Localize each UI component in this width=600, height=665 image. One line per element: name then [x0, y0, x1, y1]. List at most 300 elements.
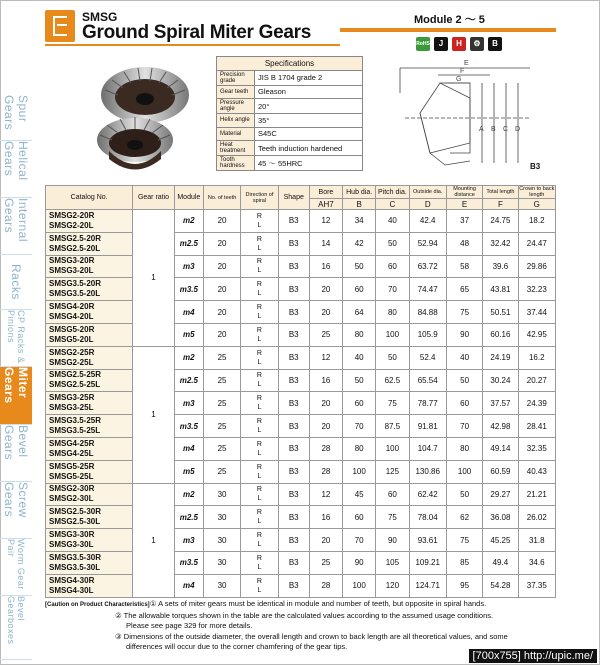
dim-label-g: G	[456, 76, 462, 83]
dimension-cell: 62.42	[409, 483, 446, 506]
dimension-cell: 32.35	[518, 437, 555, 460]
teeth-cell: 25	[203, 460, 240, 483]
spec-key: Material	[217, 127, 255, 141]
table-row	[46, 392, 556, 415]
spec-key: Helix angle	[217, 114, 255, 128]
dimension-cell: 100	[343, 460, 376, 483]
direction-cell	[241, 529, 278, 552]
teeth-cell: 30	[203, 483, 240, 506]
teeth-cell: 25	[203, 392, 240, 415]
col-header-outside: Outside dia.	[409, 186, 446, 199]
dimension-cell: 50	[343, 255, 376, 278]
direction-value: R	[256, 463, 262, 471]
shape-cell: B3	[278, 437, 309, 460]
dimension-cell: 32.42	[483, 232, 518, 255]
dimension-cell: 95	[446, 574, 482, 597]
dimension-cell: 40	[446, 346, 482, 369]
dimension-cell: 50	[343, 369, 376, 392]
dimension-cell: 62	[446, 506, 482, 529]
col-header-ratio: Gear ratio	[133, 186, 175, 210]
catalog-number: SMSG2.5-25L	[49, 380, 101, 390]
teeth-cell: 30	[203, 551, 240, 574]
dimension-cell: 125	[376, 460, 409, 483]
dimension-cell: 26.02	[518, 506, 555, 529]
caution-notes	[45, 599, 565, 653]
spec-value: JIS B 1704 grade 2	[255, 70, 363, 85]
catalog-number: SMSG3-20L	[49, 266, 94, 276]
catalog-number: SMSG2-30L	[49, 494, 94, 504]
dimension-cell: 37.35	[518, 574, 555, 597]
direction-value: L	[257, 290, 262, 298]
spec-value: 45 ～ 55HRC	[255, 156, 363, 171]
dimension-cell: 54.28	[483, 574, 518, 597]
direction-cell	[241, 255, 278, 278]
dimension-cell: 80	[343, 323, 376, 346]
shape-cell: B3	[278, 574, 309, 597]
teeth-cell: 20	[203, 255, 240, 278]
dimension-cell: 49.4	[483, 551, 518, 574]
catalog-number: SMSG2.5-20L	[49, 243, 101, 253]
dimension-cell: 16	[309, 506, 342, 529]
h-badge-icon: H	[452, 37, 466, 51]
dimension-cell: 70	[343, 415, 376, 438]
catalog-cell	[46, 278, 133, 301]
module-cell: m3.5	[174, 551, 203, 574]
dimension-cell: 16	[309, 369, 342, 392]
catalog-cell	[46, 483, 133, 506]
dimension-cell: 87.5	[376, 415, 409, 438]
dimension-cell: 32.23	[518, 278, 555, 301]
dimension-cell: 50	[446, 483, 482, 506]
dimension-cell: 130.86	[409, 460, 446, 483]
dimension-cell: 60.16	[483, 323, 518, 346]
dimension-cell: 42.4	[409, 210, 446, 233]
direction-value: R	[256, 281, 262, 289]
dimension-cell: 20	[309, 392, 342, 415]
tab-helical-gears[interactable]: Helical Gears	[0, 141, 32, 198]
dim-label-f: F	[460, 68, 465, 75]
teeth-cell: 20	[203, 323, 240, 346]
direction-cell	[241, 460, 278, 483]
page-title: Ground Spiral Miter Gears	[82, 22, 311, 43]
dimension-cell: 28	[309, 437, 342, 460]
dimension-cell: 70	[376, 278, 409, 301]
catalog-number: SMSG3.5-20R	[49, 279, 102, 289]
shape-cell: B3	[278, 210, 309, 233]
dimension-cell: 90	[343, 551, 376, 574]
dimension-cell: 75	[446, 529, 482, 552]
catalog-number: SMSG2-20R	[49, 210, 95, 220]
dimension-cell: 34.6	[518, 551, 555, 574]
note-line: differences will occur due to the corner chamfering of the gear tips.	[126, 642, 348, 651]
dimension-cell: 20	[309, 301, 342, 324]
dimension-cell: 18.2	[518, 210, 555, 233]
shape-label: B3	[530, 162, 541, 171]
direction-value: L	[257, 541, 262, 549]
dimension-cell: 14	[309, 232, 342, 255]
dimension-cell: 120	[376, 574, 409, 597]
table-row	[46, 232, 556, 255]
dimension-cell: 52.4	[409, 346, 446, 369]
direction-value: R	[256, 258, 262, 266]
note-line: ② The allowable torques shown in the table are the calculated values according to the assumed usage conditions.	[115, 610, 494, 620]
direction-cell	[241, 392, 278, 415]
dimension-cell: 100	[343, 574, 376, 597]
dim-label-e: E	[464, 60, 469, 67]
tab-spur-gears[interactable]: Spur Gears	[0, 95, 32, 141]
col-header-total-length: Total length	[483, 186, 518, 199]
catalog-cell	[46, 346, 133, 369]
dimension-cell: 70	[343, 529, 376, 552]
catalog-number: SMSG3.5-25R	[49, 416, 102, 426]
catalog-number: SMSG2-25L	[49, 357, 94, 367]
direction-cell	[241, 506, 278, 529]
dimension-cell: 60	[343, 506, 376, 529]
direction-cell	[241, 415, 278, 438]
direction-value: L	[257, 404, 262, 412]
catalog-cell	[46, 369, 133, 392]
spec-key: Precision grade	[217, 70, 255, 85]
teeth-cell: 30	[203, 529, 240, 552]
catalog-cell	[46, 255, 133, 278]
module-cell: m4	[174, 437, 203, 460]
catalog-cell	[46, 506, 133, 529]
tab-bevel-gearboxes[interactable]: Bevel Gearboxes	[0, 596, 32, 660]
col-header-mounting: Mounting distance	[446, 186, 482, 199]
tab-racks[interactable]: Racks	[0, 255, 32, 310]
dimension-cell: 30.24	[483, 369, 518, 392]
sub-header-g: G	[518, 199, 555, 210]
gear-ratio-cell: 1	[133, 346, 175, 483]
dimension-cell: 25	[309, 551, 342, 574]
dimension-cell: 60	[343, 392, 376, 415]
dimension-cell: 60	[446, 392, 482, 415]
direction-cell	[241, 574, 278, 597]
dimension-cell: 78.77	[409, 392, 446, 415]
dimension-cell: 100	[376, 437, 409, 460]
catalog-number: SMSG3-30L	[49, 540, 94, 550]
direction-value: R	[256, 395, 262, 403]
tab-screw-gears[interactable]: Screw Gears	[0, 482, 32, 539]
dimension-cell: 75	[376, 392, 409, 415]
catalog-number: SMSG5-20R	[49, 324, 95, 334]
header-rule	[340, 28, 556, 32]
catalog-number: SMSG3-20R	[49, 256, 95, 266]
gear-series-icon	[45, 10, 75, 42]
dimension-cell: 78.04	[409, 506, 446, 529]
dimension-cell: 31.8	[518, 529, 555, 552]
catalog-number: SMSG3-25L	[49, 403, 94, 413]
table-row	[46, 483, 556, 506]
rohs-badge-icon: RoHS	[416, 37, 430, 51]
spec-title: Specifications	[217, 57, 363, 71]
product-table	[45, 185, 556, 598]
col-header-teeth: No. of teeth	[203, 186, 240, 210]
module-cell: m3	[174, 392, 203, 415]
teeth-cell: 25	[203, 415, 240, 438]
dimension-cell: 28	[309, 460, 342, 483]
shape-cell: B3	[278, 278, 309, 301]
direction-cell	[241, 232, 278, 255]
catalog-number: SMSG4-25R	[49, 438, 95, 448]
dimension-cell: 50	[376, 346, 409, 369]
catalog-number: SMSG2.5-25R	[49, 370, 102, 380]
dimension-cell: 37	[446, 210, 482, 233]
shape-cell: B3	[278, 323, 309, 346]
tab-bevel-gears[interactable]: Bevel Gears	[0, 425, 32, 482]
catalog-number: SMSG5-25R	[49, 461, 95, 471]
module-cell: m2	[174, 210, 203, 233]
direction-value: L	[257, 495, 262, 503]
direction-cell	[241, 278, 278, 301]
note-line: Please see page 329 for more details.	[126, 621, 253, 630]
teeth-cell: 30	[203, 574, 240, 597]
catalog-cell	[46, 301, 133, 324]
catalog-number: SMSG3-25R	[49, 393, 95, 403]
dimension-cell: 104.7	[409, 437, 446, 460]
catalog-number: SMSG2-30R	[49, 484, 95, 494]
catalog-cell	[46, 551, 133, 574]
dimension-cell: 80	[343, 437, 376, 460]
dimension-cell: 62.5	[376, 369, 409, 392]
direction-value: R	[256, 554, 262, 562]
catalog-cell	[46, 210, 133, 233]
catalog-number: SMSG3-30R	[49, 530, 95, 540]
dim-label-d: D	[515, 126, 521, 133]
module-cell: m5	[174, 323, 203, 346]
col-header-pitch: Pitch dia.	[376, 186, 409, 199]
direction-value: R	[256, 212, 262, 220]
table-row	[46, 278, 556, 301]
dimension-cell: 74.47	[409, 278, 446, 301]
module-cell: m4	[174, 301, 203, 324]
shape-cell: B3	[278, 392, 309, 415]
direction-value: R	[256, 349, 262, 357]
direction-cell	[241, 369, 278, 392]
shape-cell: B3	[278, 232, 309, 255]
module-cell: m3.5	[174, 278, 203, 301]
table-row	[46, 551, 556, 574]
catalog-cell	[46, 529, 133, 552]
dimension-cell: 90	[446, 323, 482, 346]
direction-value: L	[257, 244, 262, 252]
dimension-cell: 75	[376, 506, 409, 529]
catalog-number: SMSG4-30L	[49, 585, 94, 595]
dimension-cell: 43.81	[483, 278, 518, 301]
spec-key: Pressure angle	[217, 99, 255, 114]
spec-key: Tooth hardness	[217, 156, 255, 171]
direction-value: L	[257, 586, 262, 594]
spec-key: Heat treatment	[217, 141, 255, 156]
module-cell: m2	[174, 346, 203, 369]
table-row	[46, 210, 556, 233]
catalog-number: SMSG2.5-30R	[49, 507, 102, 517]
dimension-cell: 45	[343, 483, 376, 506]
table-row	[46, 437, 556, 460]
shape-cell: B3	[278, 483, 309, 506]
dimension-cell: 24.47	[518, 232, 555, 255]
spec-value: 35°	[255, 114, 363, 128]
table-row	[46, 255, 556, 278]
dimension-cell: 37.44	[518, 301, 555, 324]
dimension-cell: 75	[446, 301, 482, 324]
b-badge-icon: B	[488, 37, 502, 51]
shape-cell: B3	[278, 415, 309, 438]
spec-value: Gleason	[255, 85, 363, 99]
module-cell: m3.5	[174, 415, 203, 438]
dimension-cell: 37.57	[483, 392, 518, 415]
dimension-cell: 24.39	[518, 392, 555, 415]
dim-label-b: B	[491, 126, 496, 133]
catalog-number: SMSG3.5-25L	[49, 426, 101, 436]
catalog-number: SMSG3.5-30R	[49, 552, 102, 562]
catalog-cell	[46, 415, 133, 438]
sub-header-b: B	[343, 199, 376, 210]
catalog-number: SMSG2-25R	[49, 347, 95, 357]
direction-value: L	[257, 313, 262, 321]
dim-label-a: A	[479, 126, 484, 133]
shape-cell: B3	[278, 301, 309, 324]
dimension-cell: 50.51	[483, 301, 518, 324]
dimension-cell: 49.14	[483, 437, 518, 460]
direction-cell	[241, 437, 278, 460]
table-row	[46, 460, 556, 483]
direction-value: R	[256, 418, 262, 426]
dimension-cell: 28.41	[518, 415, 555, 438]
shape-cell: B3	[278, 346, 309, 369]
col-header-module: Module	[174, 186, 203, 210]
dimension-cell: 42.98	[483, 415, 518, 438]
direction-cell	[241, 323, 278, 346]
direction-value: R	[256, 326, 262, 334]
col-header-shape: Shape	[278, 186, 309, 210]
dimension-cell: 63.72	[409, 255, 446, 278]
tab-worm-gear-pair[interactable]: Worm Gear Pair	[0, 539, 32, 596]
sub-header-d: D	[409, 199, 446, 210]
dimension-cell: 34	[343, 210, 376, 233]
catalog-number: SMSG2-20L	[49, 220, 94, 230]
direction-value: R	[256, 304, 262, 312]
dimension-cell: 24.75	[483, 210, 518, 233]
dimension-cell: 16	[309, 255, 342, 278]
direction-value: L	[257, 563, 262, 571]
dimension-cell: 12	[309, 210, 342, 233]
table-row	[46, 369, 556, 392]
shape-cell: B3	[278, 369, 309, 392]
dimension-cell: 60	[376, 255, 409, 278]
dimension-cell: 40	[376, 210, 409, 233]
tab-internal-gears[interactable]: Internal Gears	[0, 198, 32, 255]
dimension-cell: 84.88	[409, 301, 446, 324]
col-header-bore: Bore	[309, 186, 342, 199]
catalog-number: SMSG2.5-30L	[49, 517, 101, 527]
dimension-cell: 40	[343, 346, 376, 369]
dimension-cell: 25	[309, 323, 342, 346]
module-range: Module 2 ～ 5	[414, 14, 485, 26]
table-row	[46, 574, 556, 597]
direction-value: L	[257, 449, 262, 457]
teeth-cell: 20	[203, 210, 240, 233]
catalog-number: SMSG4-20R	[49, 302, 95, 312]
table-row	[46, 323, 556, 346]
dimension-cell: 91.81	[409, 415, 446, 438]
spec-value: 20°	[255, 99, 363, 114]
gear-ratio-cell: 1	[133, 210, 175, 347]
dimension-cell: 60.59	[483, 460, 518, 483]
col-header-hub: Hub dia.	[343, 186, 376, 199]
spec-key: Gear teeth	[217, 85, 255, 99]
catalog-number: SMSG3.5-20L	[49, 289, 101, 299]
dimension-cell: 16.2	[518, 346, 555, 369]
catalog-cell	[46, 232, 133, 255]
table-row	[46, 346, 556, 369]
watermark: [700x755] http://upic.me/	[469, 649, 597, 663]
note-line: ③ Dimensions of the outside diameter, the overall length and crown to back length are all theoretical values, and some	[115, 631, 508, 641]
spec-value: S45C	[255, 127, 363, 141]
dimension-cell: 80	[376, 301, 409, 324]
direction-value: L	[257, 335, 262, 343]
dimension-cell: 52.94	[409, 232, 446, 255]
dimension-cell: 60	[343, 278, 376, 301]
direction-cell	[241, 551, 278, 574]
col-header-direction: Direction of spiral	[241, 186, 278, 210]
dimension-cell: 42.95	[518, 323, 555, 346]
module-cell: m5	[174, 460, 203, 483]
tab-cp-racks[interactable]: CP Racks & Pinions	[0, 310, 32, 367]
module-cell: m4	[174, 574, 203, 597]
sub-header-a: AH7	[309, 199, 342, 210]
dim-label-c: C	[503, 126, 509, 133]
col-header-catalog: Catalog No.	[46, 186, 133, 210]
catalog-number: SMSG2.5-20R	[49, 233, 102, 243]
direction-value: L	[257, 267, 262, 275]
dimension-cell: 20	[309, 415, 342, 438]
notes-label: [Caution on Product Characteristics]	[45, 602, 150, 608]
direction-value: R	[256, 577, 262, 585]
sub-header-c: C	[376, 199, 409, 210]
catalog-number: SMSG3.5-30L	[49, 562, 101, 572]
dimension-cell: 20	[309, 278, 342, 301]
catalog-cell	[46, 323, 133, 346]
module-cell: m2.5	[174, 232, 203, 255]
dimension-cell: 100	[446, 460, 482, 483]
spec-value: Teeth induction hardened	[255, 141, 363, 156]
table-row	[46, 301, 556, 324]
direction-value: L	[257, 358, 262, 366]
dimension-cell: 20.27	[518, 369, 555, 392]
direction-value: R	[256, 509, 262, 517]
dimension-cell: 93.61	[409, 529, 446, 552]
dimension-cell: 65.54	[409, 369, 446, 392]
module-cell: m3	[174, 529, 203, 552]
dimension-cell: 50	[376, 232, 409, 255]
dimension-cell: 90	[376, 529, 409, 552]
gear-badge-icon: ⚙	[470, 37, 484, 51]
tab-miter-gears[interactable]: Miter Gears	[0, 367, 32, 425]
teeth-cell: 30	[203, 506, 240, 529]
direction-value: R	[256, 235, 262, 243]
teeth-cell: 25	[203, 346, 240, 369]
direction-cell	[241, 346, 278, 369]
direction-value: L	[257, 472, 262, 480]
direction-value: L	[257, 518, 262, 526]
dimension-cell: 58	[446, 255, 482, 278]
catalog-number: SMSG4-25L	[49, 448, 94, 458]
catalog-number: SMSG4-30R	[49, 575, 95, 585]
direction-cell	[241, 210, 278, 233]
dimension-cell: 60	[376, 483, 409, 506]
dimension-cell: 80	[446, 437, 482, 460]
